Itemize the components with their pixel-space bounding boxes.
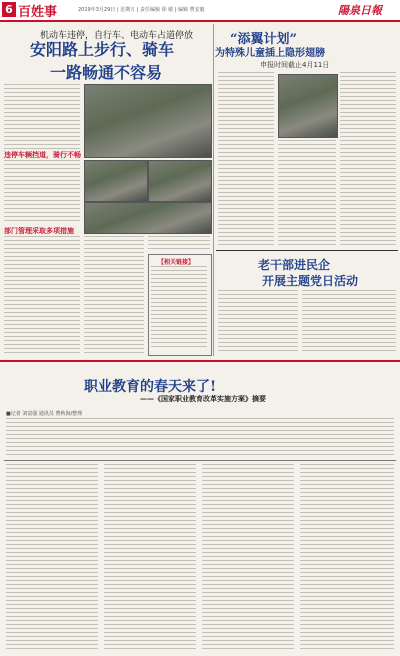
story1-photo-sidewalk (148, 160, 212, 202)
story1-related-link: 【相关链接】 (158, 259, 195, 266)
story2-headline-line1: “添翼计划” (230, 32, 297, 47)
story4-body-column2 (104, 464, 196, 652)
story4-body-column4 (300, 464, 394, 652)
section-title: 百姓事 (18, 5, 58, 20)
story2-photo-child (278, 74, 338, 138)
story1-photo-bikes (84, 160, 148, 202)
story2-body-text (278, 140, 336, 248)
story1-body-text (148, 236, 210, 252)
story4-byline: ■记者 刘富强 通讯员 曹秋海/整理 (6, 411, 83, 417)
column-divider (213, 24, 214, 356)
page-number: 6 (2, 2, 16, 17)
story2-headline-line2: 为特殊儿童插上隐形翅膀 (215, 48, 325, 59)
story1-headline-line1: 安阳路上步行、骑车 (30, 40, 175, 59)
story4-divider (4, 460, 396, 461)
story1-body-text (4, 236, 80, 354)
story3-body-text (302, 290, 396, 354)
story1-headline-line2: 一路畅通不容易 (50, 63, 163, 82)
section-rule (0, 360, 400, 362)
story3-headline-line2: 开展主题党日活动 (262, 274, 359, 288)
issue-meta: 2019年3月29日 | 星期五 | 责任编辑 徐 敏 | 编辑 曹安毅 (78, 7, 205, 13)
newspaper-logo: 陽泉日報 (338, 4, 382, 17)
story3-body-text (218, 290, 298, 354)
story4-headline: 职业教育的春天来了! (84, 379, 217, 395)
story3-headline-line1: 老干部进民企 (258, 258, 331, 272)
story2-body-text (218, 72, 274, 248)
story1-kicker: 机动车违停，自行车、电动车占道停放 (40, 31, 194, 41)
story1-body-text (4, 160, 80, 222)
story1-subhead2: 部门管理采取多项措施 (4, 227, 74, 235)
story4-body-column3 (202, 464, 294, 652)
story4-body-column1 (6, 464, 98, 652)
story-divider (216, 250, 398, 251)
story1-body-text (84, 236, 144, 354)
story2-subtitle: 申报时间截止4月11日 (260, 61, 330, 69)
story2-body-text (340, 72, 396, 248)
story4-subtitle: ——《国家职业教育改革实施方案》摘要 (140, 395, 266, 403)
story1-body-text (4, 84, 80, 150)
story1-photo-parking (84, 202, 212, 234)
story1-photo-street (84, 84, 212, 158)
story1-related-text (151, 266, 207, 350)
story1-subhead1: 违停车辆挡道，骑行不畅 (4, 151, 81, 159)
story4-intro-text (6, 418, 394, 456)
